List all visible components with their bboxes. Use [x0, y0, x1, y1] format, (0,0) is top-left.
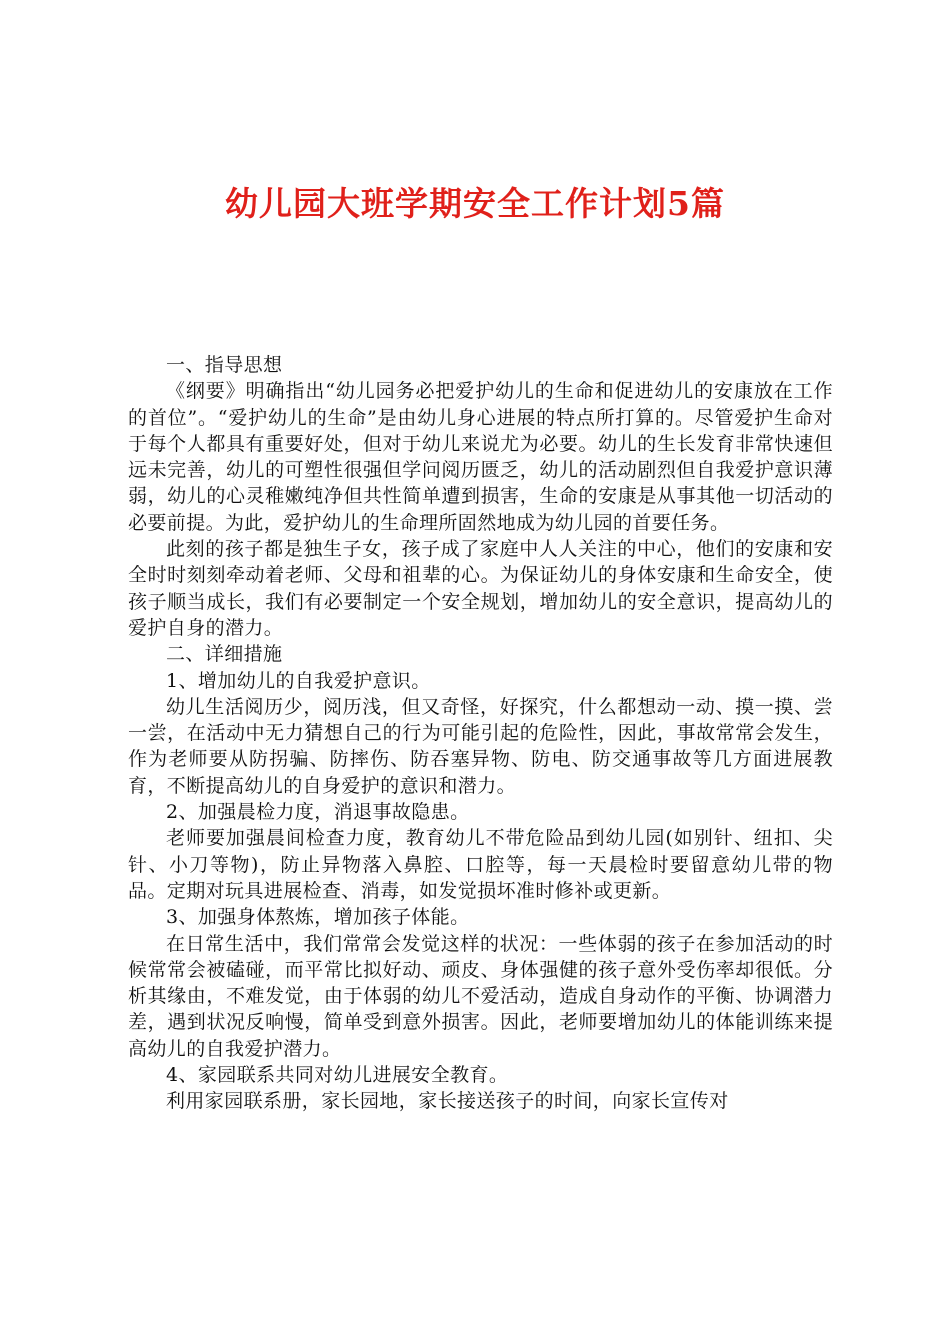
section-heading-guiding-thought: 一、指导思想: [166, 354, 283, 376]
body-paragraph: 幼儿生活阅历少，阅历浅，但又奇怪，好探究，什么都想动一动、摸一摸、尝一尝，在活动中无力猜想自己的行为可能引起的危险性，因此，事故常常会发生，作为老师要从防拐骗、防摔伤、防吞塞异物、防电、防交通事故等几方面进展教育，不断提高幼儿的自身爱护的意识和潜力。: [128, 695, 833, 797]
subheading-self-protection: 1、增加幼儿的自我爱护意识。: [166, 669, 431, 692]
subheading-morning-check: 2、加强晨检力度，消退事故隐患。: [166, 801, 470, 824]
document-body: [128, 352, 833, 1115]
document-title: 幼儿园大班学期安全工作计划5篇: [225, 184, 725, 223]
section-heading-measures: 二、详细措施: [166, 643, 283, 666]
body-paragraph: 此刻的孩子都是独生子女，孩子成了家庭中人人关注的中心，他们的安康和安全时时刻刻牵动着老师、父母和祖辈的心。为保证幼儿的身体安康和生命安全，使孩子顺当成长，我们有必要制定一个安全规划，增加幼儿的安全意识，提高幼儿的爱护自身的潜力。: [128, 538, 833, 639]
subheading-home-school: 4、家园联系共同对幼儿进展安全教育。: [166, 1064, 509, 1087]
subheading-physical-exercise: 3、加强身体熬炼，增加孩子体能。: [166, 906, 470, 929]
body-paragraph: 《纲要》明确指出“幼儿园务必把爱护幼儿的生命和促进幼儿的安康放在工作的首位”。“爱护幼儿的生命”是由幼儿身心进展的特点所打算的。尽管爱护生命对于每个人都具有重要好处，但对于幼儿来说尤为必要。幼儿的生长发育非常快速但远未完善，幼儿的可塑性很强但学问阅历匮乏，幼儿的活动剧烈但自我爱护意识薄弱，幼儿的心灵稚嫩纯净但共性简单遭到损害，生命的安康是从事其他一切活动的必要前提。为此，爱护幼儿的生命理所固然地成为幼儿园的首要任务。: [128, 380, 833, 534]
body-paragraph: 利用家园联系册，家长园地，家长接送孩子的时间，向家长宣传对: [166, 1090, 729, 1113]
body-paragraph: 在日常生活中，我们常常会发觉这样的状况：一些体弱的孩子在参加活动的时候常常会被磕碰，而平常比拟好动、顽皮、身体强健的孩子意外受伤率却很低。分析其缘由，不难发觉，由于体弱的幼儿不爱活动，造成自身动作的平衡、协调潜力差，遇到状况反响慢，简单受到意外损害。因此，老师要增加幼儿的体能训练来提高幼儿的自我爱护潜力。: [128, 932, 833, 1060]
body-paragraph: 老师要加强晨间检查力度，教育幼儿不带危险品到幼儿园(如别针、纽扣、尖针、小刀等物)，防止异物落入鼻腔、口腔等，每一天晨检时要留意幼儿带的物品。定期对玩具进展检查、消毒，如发觉损坏准时修补或更新。: [128, 827, 833, 902]
